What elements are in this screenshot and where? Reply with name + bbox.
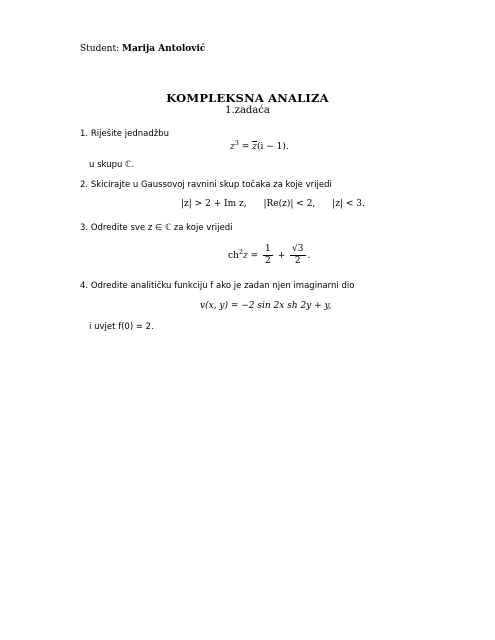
fraction-one-half: $\frac{1}{2}$ <box>265 244 271 266</box>
problem-1-number: 1. <box>80 129 89 139</box>
problem-4-statement: Odredite analitičku funkciju f ako je zadan njen imaginarni dio <box>90 281 355 291</box>
problem-2-conditions: |z| > 2 + Im z, |Re(z)| < 2, |z| < 3. <box>181 199 365 209</box>
problem-2-number: 2. <box>80 180 89 190</box>
page-subtitle: 1.zadaća <box>225 105 270 116</box>
page-title: KOMPLEKSNA ANALIZA <box>166 91 329 105</box>
problem-2-text <box>80 180 332 190</box>
problem-1-equation: $z^3 = \overline{z}(i - 1)$. <box>230 139 289 152</box>
fraction-sqrt3-half: $\frac{√3}{2}$ <box>292 244 304 266</box>
problem-1-after: u skupu ℂ. <box>89 160 134 170</box>
problem-3-number: 3. <box>80 223 89 233</box>
problem-4-text <box>80 281 354 291</box>
problem-1-text <box>80 129 169 139</box>
problem-4-after: i uvjet f(0) = 2. <box>89 322 154 332</box>
student-name: Marija Antolović <box>122 44 206 54</box>
problem-3-text <box>80 223 233 233</box>
student-label: Student: <box>80 44 120 54</box>
problem-4-number: 4. <box>80 281 89 291</box>
problem-1-statement: Riješite jednadžbu <box>90 129 169 139</box>
problem-3-statement: Odredite sve z ∈ ℂ za koje vrijedi <box>90 223 233 233</box>
problem-3-equation: $ch^2z$ = $\frac{1}{2}$ + $\frac{√3}{2}$ . <box>228 244 311 266</box>
problem-2-statement: Skicirajte u Gaussovoj ravnini skup točaka za koje vrijedi <box>90 180 332 190</box>
student-line <box>80 44 205 54</box>
problem-4-equation: v(x, y) = −2 sin 2x sh 2y + y, <box>200 301 332 311</box>
